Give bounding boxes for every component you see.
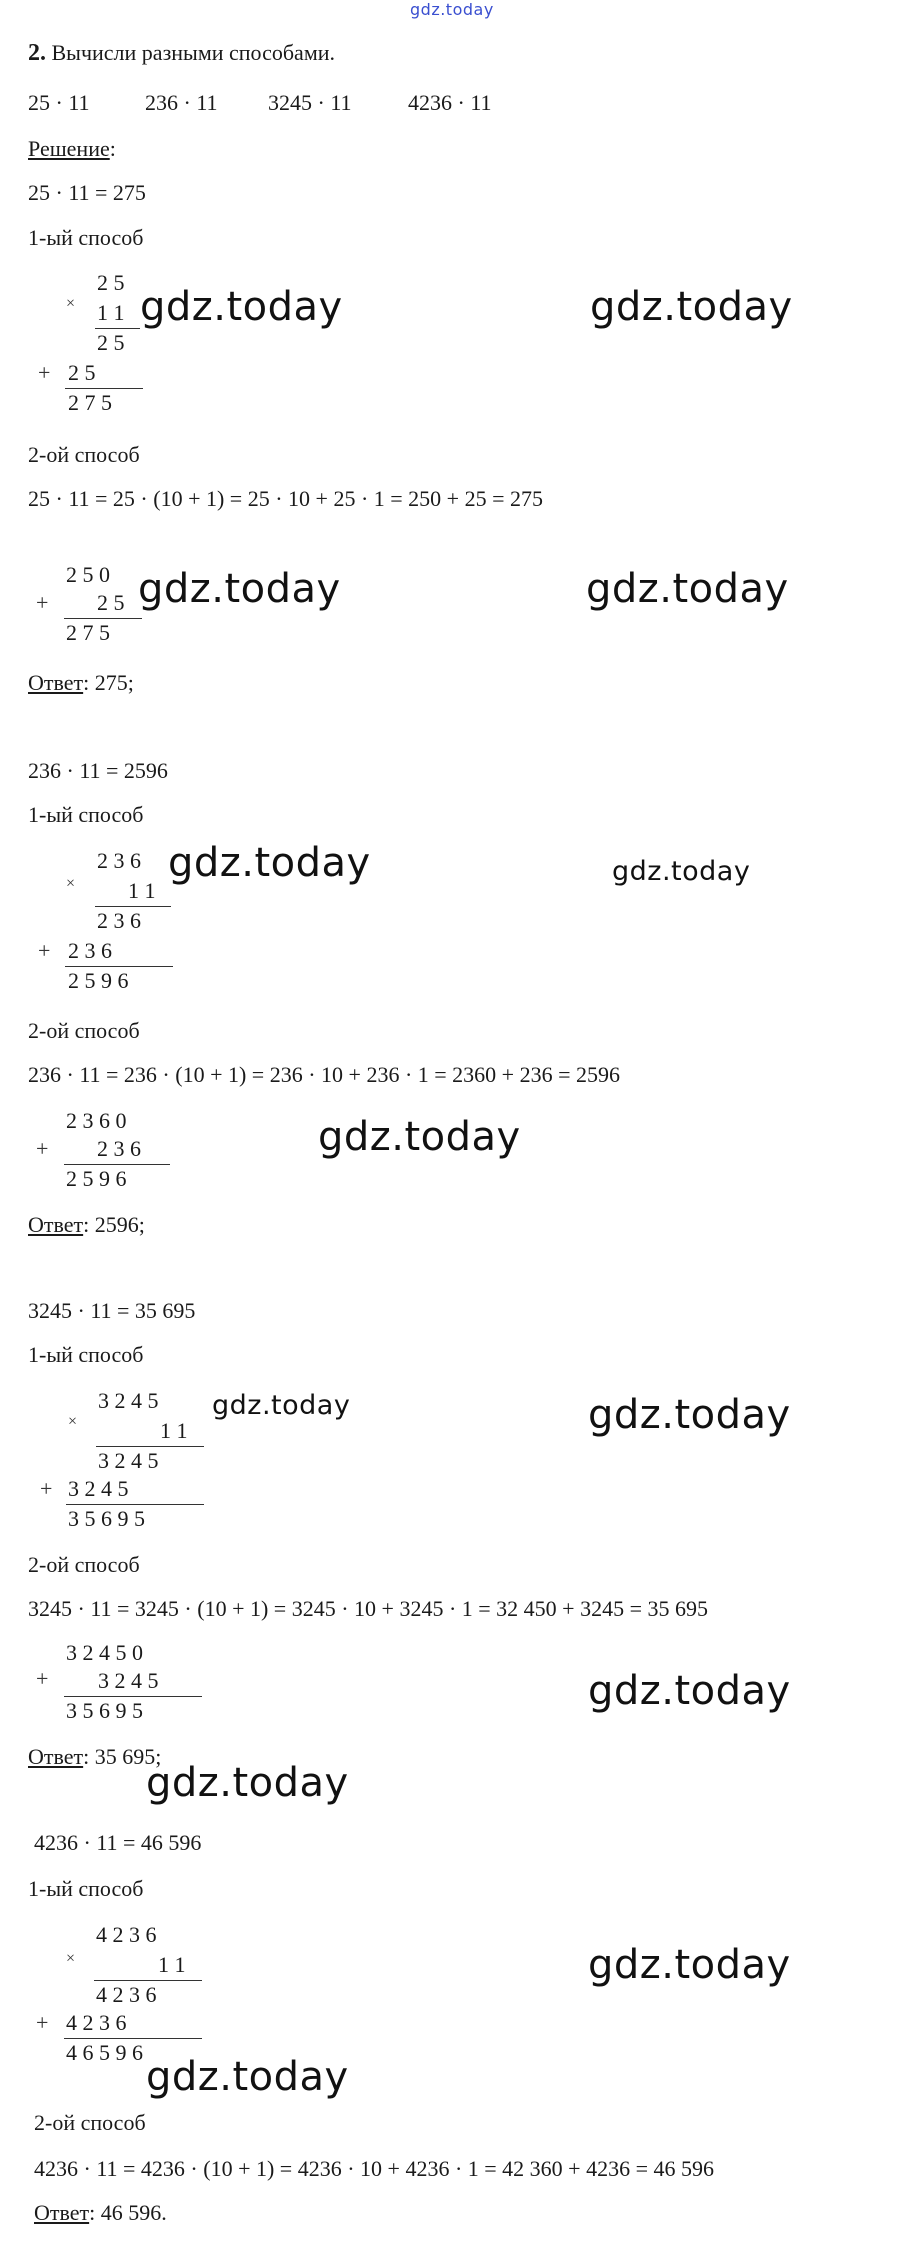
partial-2: 2 5 <box>68 360 96 385</box>
partial-2: 4 2 3 6 <box>66 2010 127 2035</box>
block4-way1-label: 1-ый способ <box>28 1876 144 1901</box>
sum: 2 7 5 <box>66 620 110 645</box>
plus-sign: + <box>40 1476 53 1501</box>
block4-way2-label: 2-ой способ <box>34 2110 146 2135</box>
row-b: 1 1 <box>128 878 156 903</box>
watermark: gdz.today <box>146 2054 349 2100</box>
partial-1: 3 2 4 5 <box>98 1448 159 1473</box>
block4-answer <box>34 2200 167 2226</box>
expr-4: 4236 · 11 <box>408 90 492 115</box>
block3-answer <box>28 1744 161 1770</box>
block1-answer <box>28 670 134 696</box>
row-b: 1 1 <box>97 300 125 325</box>
underline <box>65 966 173 967</box>
block3-result: 3245 · 11 = 35 695 <box>28 1298 196 1323</box>
underline <box>64 1696 202 1697</box>
answer-label: Ответ <box>28 1744 84 1769</box>
expr-3: 3245 · 11 <box>268 90 352 115</box>
block2-result: 236 · 11 = 2596 <box>28 758 168 783</box>
sum: 4 6 5 9 6 <box>66 2040 143 2065</box>
task-number: 2. <box>28 40 46 66</box>
plus-sign: + <box>38 938 51 963</box>
solution-word: Решение <box>28 136 110 161</box>
sum: 2 5 9 6 <box>66 1166 127 1191</box>
times-sign: × <box>66 875 76 892</box>
answer-value: : 46 596. <box>89 2200 167 2225</box>
task-expressions <box>28 90 90 116</box>
expr-1: 25 · 11 <box>28 90 90 115</box>
sum: 2 5 9 6 <box>68 968 129 993</box>
block1-result: 25 · 11 = 275 <box>28 180 146 205</box>
partial-1: 4 2 3 6 <box>96 1982 157 2007</box>
underline <box>64 1164 170 1165</box>
sum: 3 5 6 9 5 <box>66 1698 143 1723</box>
partial-1: 2 5 <box>97 330 125 355</box>
partial-1: 2 3 6 <box>97 908 141 933</box>
watermark: gdz.today <box>588 1392 791 1438</box>
plus-sign: + <box>36 590 49 615</box>
task-title: Вычисли разными способами. <box>51 40 336 65</box>
watermark: gdz.today <box>212 1390 351 1421</box>
watermark: gdz.today <box>586 566 789 612</box>
row-b: 2 5 <box>97 590 125 615</box>
partial-2: 3 2 4 5 <box>68 1476 129 1501</box>
watermark: gdz.today <box>612 856 751 887</box>
block1-way2-label: 2-ой способ <box>28 442 140 467</box>
watermark-top: gdz.today <box>410 0 494 19</box>
block1-way1-label: 1-ый способ <box>28 225 144 250</box>
block4-result: 4236 · 11 = 46 596 <box>34 1830 202 1855</box>
watermark: gdz.today <box>318 1114 521 1160</box>
solution-colon: : <box>109 136 116 161</box>
sum: 2 7 5 <box>68 390 112 415</box>
row-a: 2 3 6 0 <box>66 1108 127 1133</box>
row-b: 1 1 <box>160 1418 188 1443</box>
watermark: gdz.today <box>168 840 371 886</box>
row-a: 2 5 <box>97 270 125 295</box>
row-a: 4 2 3 6 <box>96 1922 157 1947</box>
times-sign: × <box>66 1950 76 1967</box>
block3-way2-expr: 3245 · 11 = 3245 · (10 + 1) = 3245 · 10 + 3245 · 1 = 32 450 + 3245 = 35 695 <box>28 1596 708 1621</box>
plus-sign: + <box>38 360 51 385</box>
expr-2: 236 · 11 <box>145 90 218 115</box>
watermark: gdz.today <box>588 1942 791 1988</box>
watermark: gdz.today <box>138 566 341 612</box>
block3-way1-label: 1-ый способ <box>28 1342 144 1367</box>
watermark: gdz.today <box>140 284 343 330</box>
answer-label: Ответ <box>28 1212 84 1237</box>
block3-way2-label: 2-ой способ <box>28 1552 140 1577</box>
watermark: gdz.today <box>588 1668 791 1714</box>
underline <box>65 388 143 389</box>
row-a: 3 2 4 5 0 <box>66 1640 143 1665</box>
watermark: gdz.today <box>590 284 793 330</box>
block2-way2-label: 2-ой способ <box>28 1018 140 1043</box>
underline <box>64 618 142 619</box>
block1-way2-expr: 25 · 11 = 25 · (10 + 1) = 25 · 10 + 25 · 1 = 250 + 25 = 275 <box>28 486 543 511</box>
task-heading <box>28 40 335 67</box>
answer-value: : 2596; <box>83 1212 145 1237</box>
row-a: 2 5 0 <box>66 562 110 587</box>
block2-answer <box>28 1212 145 1238</box>
times-sign: × <box>66 295 76 312</box>
solution-label <box>28 136 116 162</box>
underline <box>96 1446 204 1447</box>
row-b: 2 3 6 <box>97 1136 141 1161</box>
plus-sign: + <box>36 2010 49 2035</box>
watermark: gdz.today <box>146 1760 349 1806</box>
underline <box>64 2038 202 2039</box>
answer-value: : 35 695; <box>83 1744 162 1769</box>
plus-sign: + <box>36 1666 49 1691</box>
underline <box>95 906 171 907</box>
plus-sign: + <box>36 1136 49 1161</box>
block4-way2-expr: 4236 · 11 = 4236 · (10 + 1) = 4236 · 10 + 4236 · 1 = 42 360 + 4236 = 46 596 <box>34 2156 714 2181</box>
row-b: 1 1 <box>158 1952 186 1977</box>
answer-label: Ответ <box>28 670 84 695</box>
underline <box>94 1980 202 1981</box>
partial-2: 2 3 6 <box>68 938 112 963</box>
row-a: 2 3 6 <box>97 848 141 873</box>
underline <box>66 1504 204 1505</box>
row-b: 3 2 4 5 <box>98 1668 159 1693</box>
underline <box>95 328 140 329</box>
row-a: 3 2 4 5 <box>98 1388 159 1413</box>
times-sign: × <box>68 1413 78 1430</box>
answer-label: Ответ <box>34 2200 90 2225</box>
block2-way1-label: 1-ый способ <box>28 802 144 827</box>
sum: 3 5 6 9 5 <box>68 1506 145 1531</box>
answer-value: : 275; <box>83 670 134 695</box>
block2-way2-expr: 236 · 11 = 236 · (10 + 1) = 236 · 10 + 236 · 1 = 2360 + 236 = 2596 <box>28 1062 620 1087</box>
